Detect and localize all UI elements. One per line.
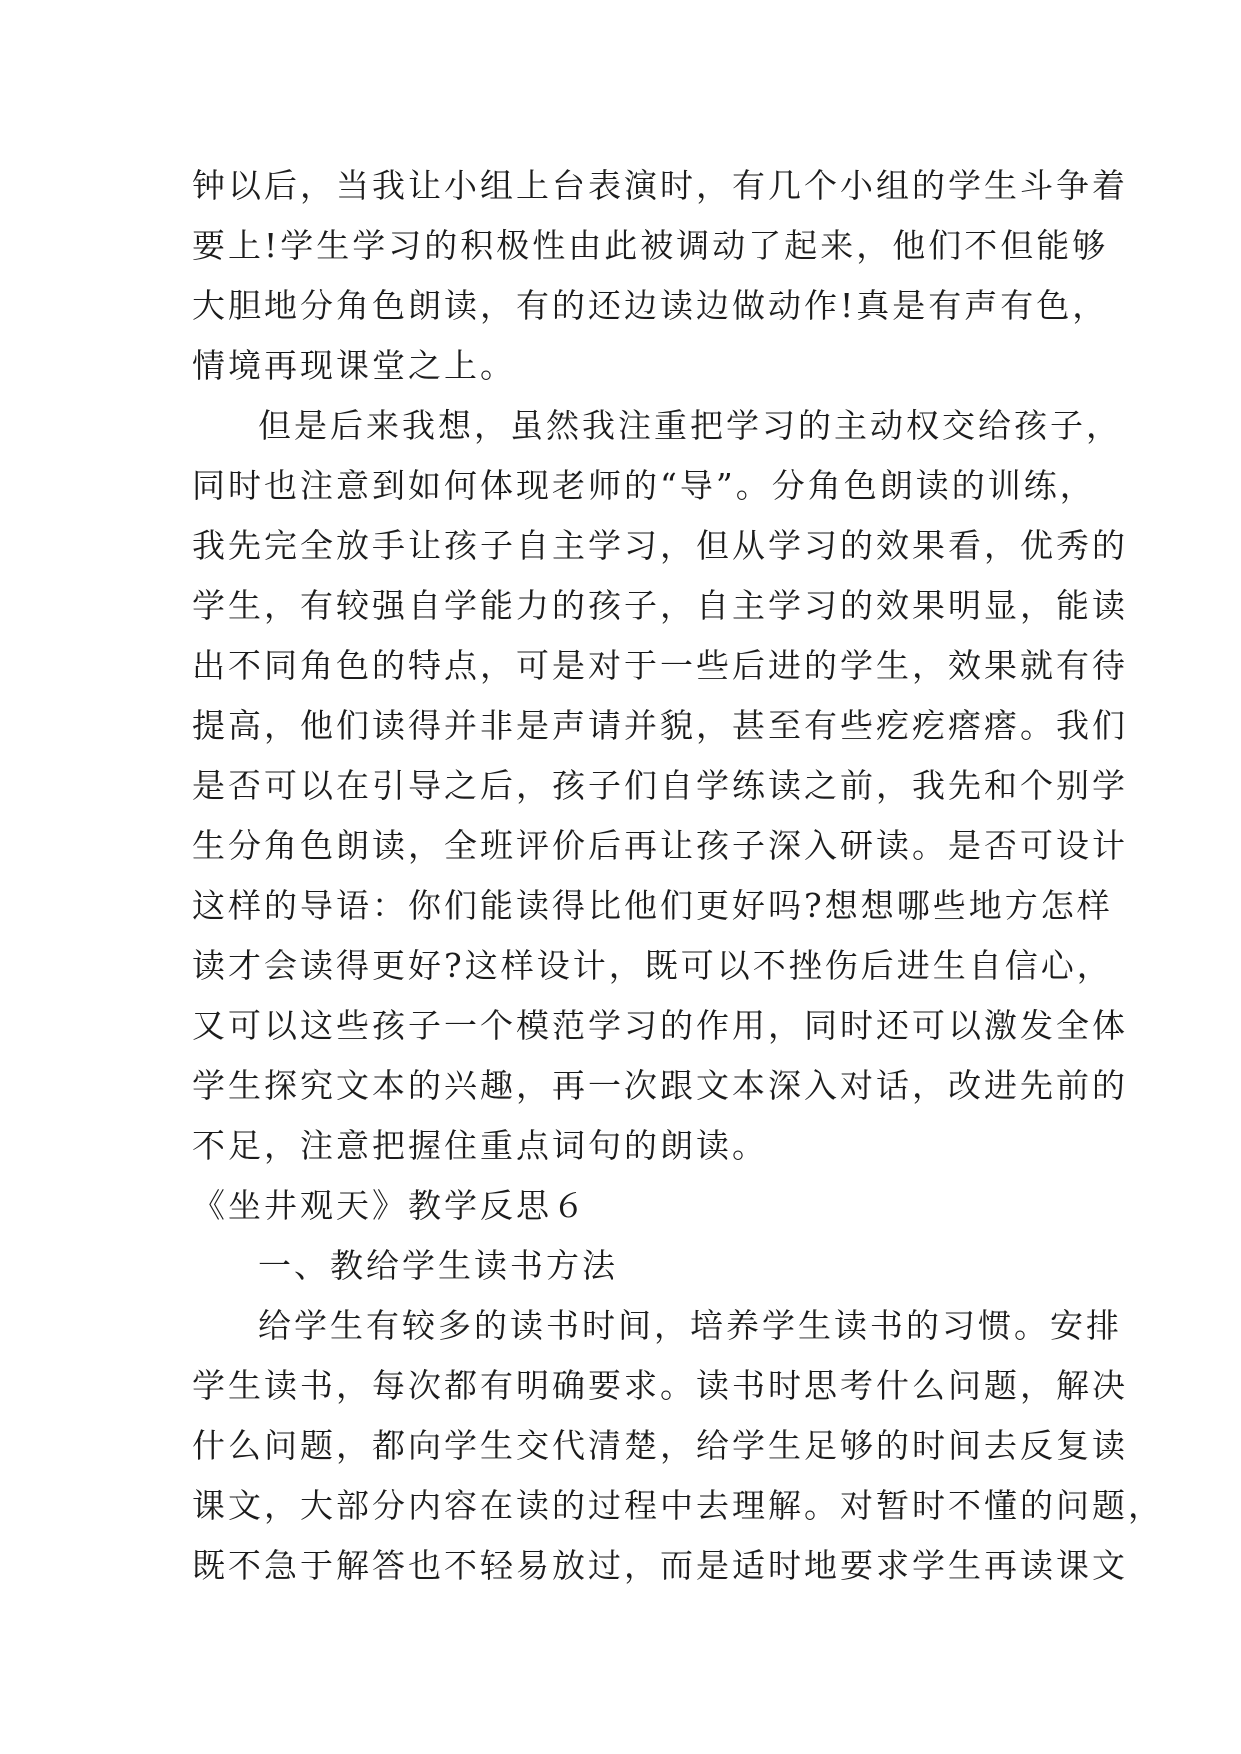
text-line: 但是后来我想，虽然我注重把学习的主动权交给孩子， [258, 406, 1122, 445]
document-body [192, 156, 1164, 1596]
text-line: 大胆地分角色朗读，有的还边读边做动作!真是有声有色， [192, 286, 1109, 325]
text-line: 什么问题，都向学生交代清楚，给学生足够的时间去反复读 [192, 1426, 1128, 1465]
subsection-heading: 一、教给学生读书方法 [258, 1246, 618, 1285]
text-line: 学生探究文本的兴趣，再一次跟文本深入对话，改进先前的 [192, 1066, 1128, 1105]
text-line: 学生，有较强自学能力的孩子，自主学习的效果明显，能读 [192, 586, 1128, 625]
text-line: 出不同角色的特点，可是对于一些后进的学生，效果就有待 [192, 646, 1128, 685]
section-heading: 《坐井观天》教学反思６ [192, 1186, 588, 1225]
text-line: 生分角色朗读，全班评价后再让孩子深入研读。是否可设计 [192, 826, 1128, 865]
text-line: 学生读书，每次都有明确要求。读书时思考什么问题，解决 [192, 1366, 1128, 1405]
text-line: 我先完全放手让孩子自主学习，但从学习的效果看，优秀的 [192, 526, 1128, 565]
text-line: 不足，注意把握住重点词句的朗读。 [192, 1126, 768, 1165]
text-line: 课文，大部分内容在读的过程中去理解。对暂时不懂的问题， [192, 1486, 1164, 1525]
text-line: 钟以后，当我让小组上台表演时，有几个小组的学生斗争着 [192, 166, 1128, 205]
text-line: 既不急于解答也不轻易放过，而是适时地要求学生再读课文 [192, 1546, 1128, 1585]
text-line: 要上!学生学习的积极性由此被调动了起来，他们不但能够 [192, 226, 1109, 265]
text-line: 情境再现课堂之上。 [192, 346, 516, 385]
text-line: 提高，他们读得并非是声请并貌，甚至有些疙疙瘩瘩。我们 [192, 706, 1128, 745]
text-line: 这样的导语：你们能读得比他们更好吗?想想哪些地方怎样 [192, 886, 1113, 925]
text-line: 同时也注意到如何体现老师的“导”。分角色朗读的训练， [192, 466, 1096, 505]
text-line: 给学生有较多的读书时间，培养学生读书的习惯。安排 [258, 1306, 1122, 1345]
text-line: 读才会读得更好?这样设计，既可以不挫伤后进生自信心， [192, 946, 1113, 985]
text-line: 又可以这些孩子一个模范学习的作用，同时还可以激发全体 [192, 1006, 1128, 1045]
text-line: 是否可以在引导之后，孩子们自学练读之前，我先和个别学 [192, 766, 1128, 805]
